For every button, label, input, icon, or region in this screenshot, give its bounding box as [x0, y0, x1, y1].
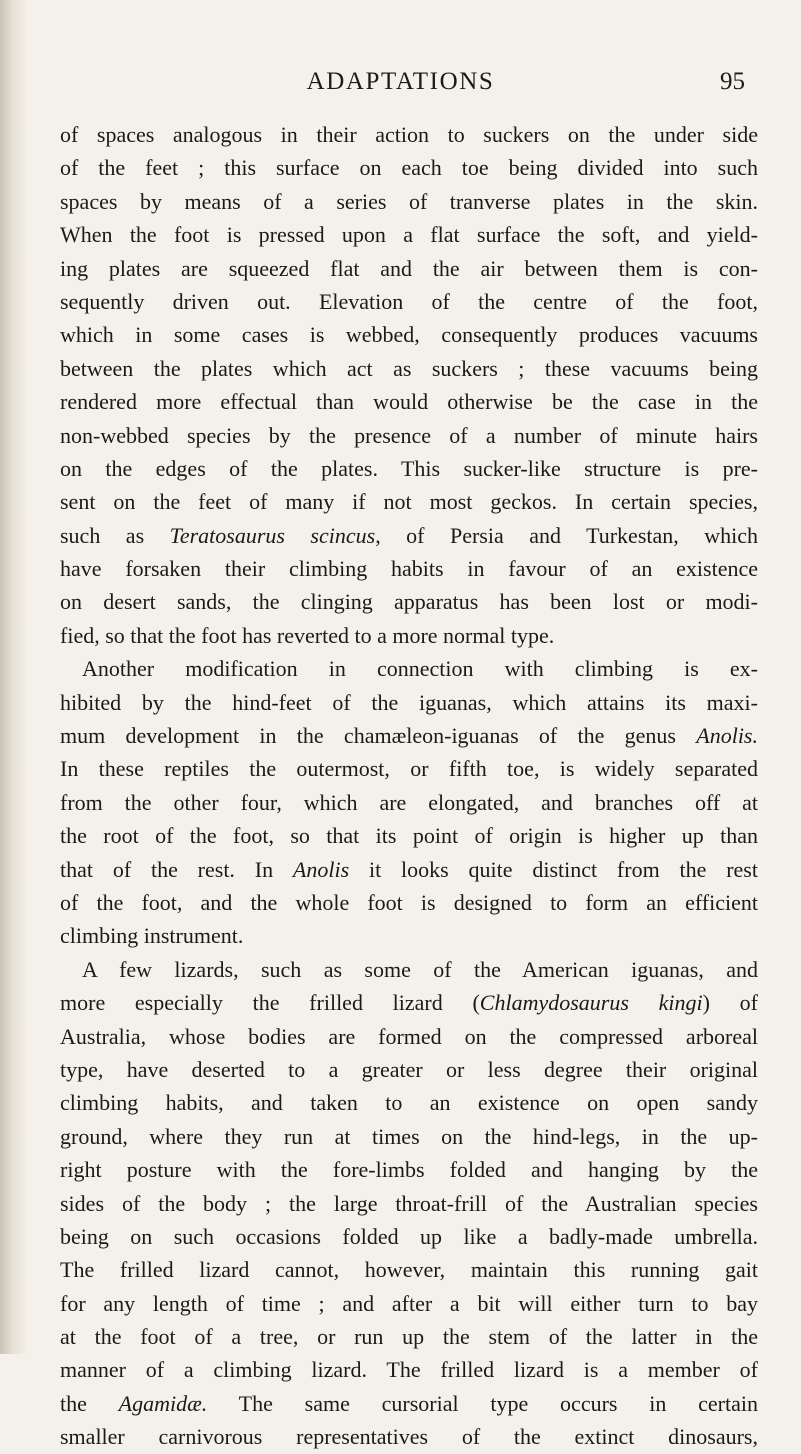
text-run: such as — [60, 522, 170, 548]
running-head: ADAPTATIONS — [306, 68, 495, 95]
genus-name-anolis: Anolis — [292, 856, 350, 882]
text-line: Another modification in connection with climbing is ex- — [82, 656, 758, 682]
text-run: the — [60, 1390, 119, 1416]
text-line: right posture with the fore-limbs folded and hanging by the — [60, 1157, 758, 1183]
text-line: climbing habits, and taken to an existence on open sandy — [60, 1090, 758, 1116]
text-run: more especially the frilled lizard ( — [60, 990, 480, 1016]
text-line: ing plates are squeezed flat and the air between them is con- — [60, 255, 758, 281]
text-line: on desert sands, the clinging apparatus has been lost or modi- — [60, 589, 758, 615]
page-gutter-shadow — [0, 0, 28, 1354]
text-line: have forsaken their climbing habits in favour of an existence — [60, 556, 758, 582]
text-line: from the other four, which are elongated, and branches off at — [60, 789, 758, 815]
text-line: on the edges of the plates. This sucker-like structure is pre- — [60, 455, 758, 481]
text-line: manner of a climbing lizard. The frilled lizard is a member of — [60, 1357, 758, 1383]
text-line: the root of the foot, so that its point of origin is higher up than — [60, 823, 758, 849]
genus-name-anolis: Anolis. — [696, 723, 758, 749]
text-line: between the plates which act as suckers ; these vacuums being — [60, 355, 758, 381]
text-line: spaces by means of a series of tranverse plates in the skin. — [60, 188, 758, 214]
page-number: 95 — [720, 68, 745, 95]
text-line: climbing instrument. — [60, 923, 244, 949]
text-line: sent on the feet of many if not most geckos. In certain species, — [60, 489, 758, 515]
text-line: A few lizards, such as some of the American iguanas, and — [82, 956, 758, 982]
text-run: The same cursorial type occurs in certain — [207, 1390, 758, 1416]
text-line — [60, 986, 758, 1019]
text-line: being on such occasions folded up like a badly-made umbrella. — [60, 1223, 758, 1249]
text-line — [60, 853, 758, 886]
text-line: rendered more effectual than would otherwise be the case in the — [60, 389, 758, 415]
text-line: smaller carnivorous representatives of the extinct dinosaurs, — [60, 1424, 758, 1450]
text-run: that of the rest. In — [60, 856, 293, 882]
text-line: for any length of time ; and after a bit will either turn to bay — [60, 1290, 758, 1316]
text-line: sides of the body ; the large throat-frill of the Australian species — [60, 1190, 758, 1216]
text-run: ) of — [702, 990, 758, 1016]
text-line — [60, 719, 758, 752]
text-run: it looks quite distinct from the rest — [349, 856, 758, 882]
family-name-agamidae: Agamidæ. — [118, 1390, 208, 1416]
text-run: , of Persia and Turkestan, which — [375, 522, 759, 548]
text-line: fied, so that the foot has reverted to a more normal type. — [60, 622, 555, 648]
text-line: non-webbed species by the presence of a number of minute hairs — [60, 422, 758, 448]
text-line: of spaces analogous in their action to suckers on the under side — [60, 122, 758, 147]
page-header — [0, 68, 801, 102]
text-line: at the foot of a tree, or run up the stem of the latter in the — [60, 1324, 758, 1350]
species-name-teratosaurus: Teratosaurus scincus — [169, 522, 376, 548]
species-name-chlamydosaurus: Chlamydosaurus kingi — [479, 990, 703, 1016]
text-line: Australia, whose bodies are formed on the compressed arboreal — [60, 1023, 758, 1049]
text-line: which in some cases is webbed, consequently produces vacuums — [60, 322, 758, 348]
text-line — [60, 1387, 758, 1420]
text-line: type, have deserted to a greater or less degree their original — [60, 1056, 758, 1082]
text-line: of the foot, and the whole foot is designed to form an efficient — [60, 889, 758, 915]
text-run: mum development in the chamæleon-iguanas of the genus — [60, 723, 697, 749]
body-text — [60, 118, 758, 1454]
text-line: sequently driven out. Elevation of the centre of the foot, — [60, 288, 758, 314]
text-line: The frilled lizard cannot, however, maintain this running gait — [60, 1257, 758, 1283]
text-line: In these reptiles the outermost, or fifth toe, is widely separated — [60, 756, 758, 782]
text-line: When the foot is pressed upon a flat surface the soft, and yield- — [60, 222, 758, 248]
text-line — [60, 519, 758, 552]
text-line: ground, where they run at times on the hind-legs, in the up- — [60, 1123, 758, 1149]
text-line: hibited by the hind-feet of the iguanas, which attains its maxi- — [60, 689, 758, 715]
text-line: of the feet ; this surface on each toe being divided into such — [60, 155, 758, 181]
